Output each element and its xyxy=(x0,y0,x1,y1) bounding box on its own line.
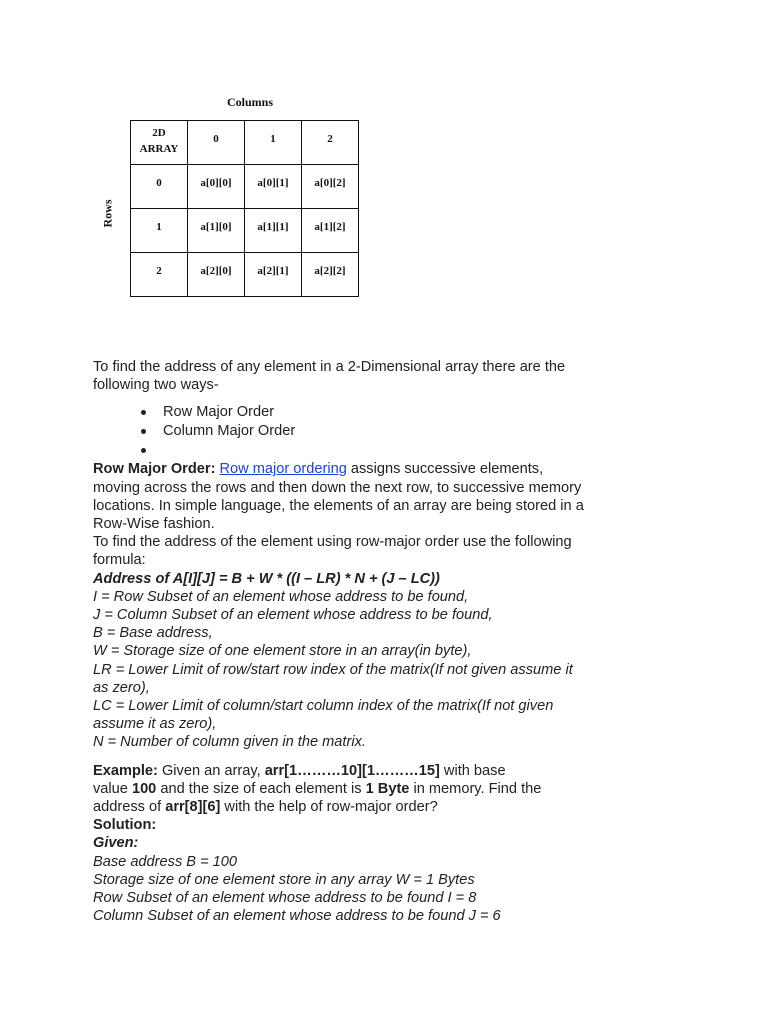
bullet-icon xyxy=(141,448,146,453)
list-item-label: Row Major Order xyxy=(163,404,275,421)
definition-line: J = Column Subset of an element whose address to be found, xyxy=(93,607,493,624)
array-table xyxy=(130,120,359,297)
row-major-text: moving across the rows and then down the next row, to successive memory xyxy=(93,479,582,496)
formula: Address of A[I][J] = B + W * ((I – LR) * N + (J – LC)) xyxy=(93,570,440,587)
example-text: address of xyxy=(93,799,166,816)
row-major-text: assigns successive elements, xyxy=(346,461,544,478)
table-cell: a[1][1] xyxy=(245,209,302,253)
row-header: 1 xyxy=(131,209,188,253)
row-major-text: locations. In simple language, the elements of an array are being stored in a xyxy=(93,497,584,514)
list-item xyxy=(93,403,693,422)
col-header: 2 xyxy=(302,121,359,165)
row-header: 2 xyxy=(131,253,188,297)
definition-line: assume it as zero), xyxy=(93,716,217,733)
table-row xyxy=(131,165,359,209)
table-header-row xyxy=(131,121,359,165)
row-major-heading: Row Major Order: xyxy=(93,461,216,478)
table-cell: a[0][2] xyxy=(302,165,359,209)
corner-label-line2: ARRAY xyxy=(139,143,179,155)
definition-line: as zero), xyxy=(93,679,150,696)
row-major-text: formula: xyxy=(93,552,146,569)
example-text: Given an array, xyxy=(157,762,265,779)
table-row xyxy=(131,253,359,297)
intro-line: To find the address of any element in a 2-Dimensional array there are the xyxy=(93,359,566,375)
list-item xyxy=(93,422,693,441)
given-line: Base address B = 100 xyxy=(93,853,238,870)
intro-line: following two ways- xyxy=(93,377,219,394)
example-text: value xyxy=(93,780,132,797)
document-body xyxy=(93,358,693,925)
table-cell: a[1][0] xyxy=(188,209,245,253)
definition-line: W = Storage size of one element store in an array(in byte), xyxy=(93,643,472,660)
example-base: 100 xyxy=(131,780,157,797)
list-item xyxy=(93,441,693,460)
row-header: 0 xyxy=(131,165,188,209)
definition-line: I = Row Subset of an element whose address to be found, xyxy=(93,588,469,605)
given-line: Storage size of one element store in any array W = 1 Bytes xyxy=(93,871,475,888)
rows-title: Rows xyxy=(100,199,115,228)
table-corner-cell xyxy=(131,121,188,165)
col-header: 0 xyxy=(188,121,245,165)
example-line xyxy=(93,762,693,780)
table-cell: a[2][2] xyxy=(302,253,359,297)
example-text: and the size of each element is xyxy=(156,780,366,797)
columns-title: Columns xyxy=(226,95,273,109)
solution-heading: Solution: xyxy=(93,817,157,834)
table-cell: a[1][2] xyxy=(302,209,359,253)
definition-line: B = Base address, xyxy=(93,625,213,642)
table-cell: a[0][1] xyxy=(245,165,302,209)
ways-list xyxy=(93,403,693,460)
row-major-text: Row-Wise fashion. xyxy=(93,516,215,533)
example-label: Example: xyxy=(93,762,158,779)
table-cell: a[2][0] xyxy=(188,253,245,297)
given-line: Row Subset of an element whose address to be found I = 8 xyxy=(93,890,477,907)
definition-line: LR = Lower Limit of row/start row index of the matrix(If not given assume it xyxy=(93,661,573,678)
array-figure xyxy=(0,0,768,340)
row-major-paragraph xyxy=(93,460,693,478)
corner-label-line1: 2D xyxy=(152,127,166,139)
bullet-icon xyxy=(141,410,146,415)
definition-line: LC = Lower Limit of column/start column index of the matrix(If not given xyxy=(93,698,554,715)
example-element: arr[8][6] xyxy=(165,799,221,816)
example-size: 1 Byte xyxy=(365,780,410,797)
table-row xyxy=(131,209,359,253)
table-cell: a[0][0] xyxy=(188,165,245,209)
row-major-link[interactable]: Row major ordering xyxy=(219,461,347,478)
list-item-label: Column Major Order xyxy=(163,423,296,440)
example-array: arr[1………10][1………15] xyxy=(264,762,440,779)
example-text: with base xyxy=(439,762,506,779)
row-major-text: To find the address of the element using row-major order use the following xyxy=(93,534,572,551)
definition-line: N = Number of column given in the matrix. xyxy=(93,734,366,751)
given-line: Column Subset of an element whose address to be found J = 6 xyxy=(93,908,501,925)
col-header: 1 xyxy=(245,121,302,165)
example-line xyxy=(93,798,693,816)
example-line xyxy=(93,780,693,798)
example-text: with the help of row-major order? xyxy=(220,799,438,816)
given-heading: Given: xyxy=(93,835,139,852)
bullet-icon xyxy=(141,429,146,434)
example-text: in memory. Find the xyxy=(409,780,542,797)
table-cell: a[2][1] xyxy=(245,253,302,297)
